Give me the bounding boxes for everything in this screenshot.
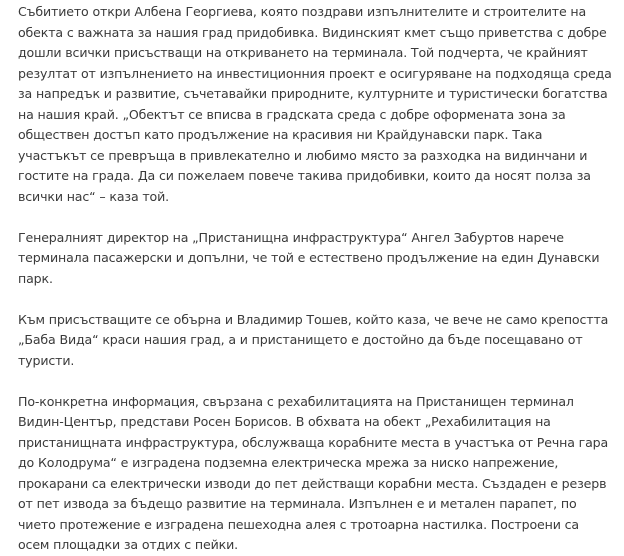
article-body xyxy=(18,2,614,556)
article-paragraph: По-конкретна информация, свързана с рехабилитацията на Пристанищен терминал Видин-Център, представи Росен Борисов. В обхвата на обект „Рехабилитация на пристанищната инфраструктура, обслужваща корабните места в участъка от Речна гара до Колодрума“ е изградена подземна електрическа мрежа за ниско напрежение, прокарани са електрически изводи до пет действащи корабни места. Създаден е резерв от пет извода за бъдещо развитие на терминала. Изпълнен е и метален парапет, по чието протежение е изградена пешеходна алея с тротоарна настилка. Построени са осем площадки за отдих с пейки. xyxy=(18,393,609,552)
article-paragraph: Събитието откри Албена Георгиева, която поздрави изпълнителите и строителите на обекта с важната за нашия град придобивка. Видинският кмет също приветства с добре дошли всички присъстващи на откриването на терминала. Той подчерта, че крайният резултат от изпълнението на инвестиционния проект е осигуряване на подходяща среда за напредък и развитие, съчетавайки природните, културните и туристически богатства на нашия край. „Обектът се вписва в градската среда с добре оформената зона за обществен достъп като продължение на красивия ни Крайдунавски парк. Така участъкът се превръща в привлекателно и любимо място за разходка на видинчани и гостите на града. Да си пожелаем повече такива придобивки, които да носят полза за всички нас“ – каза той. xyxy=(18,4,612,204)
article-paragraph: Генералният директор на „Пристанищна инфраструктура“ Ангел Забуртов нарече терминала пасажерски и допълни, че той е естествено продължение на един Дунавски парк. xyxy=(18,229,600,286)
article-paragraph: Към присъстващите се обърна и Владимир Тошев, който каза, че вече не само крепостта „Баба Вида“ краси нашия град, а и пристанището е достойно да бъде посещавано от туристи. xyxy=(18,311,609,368)
